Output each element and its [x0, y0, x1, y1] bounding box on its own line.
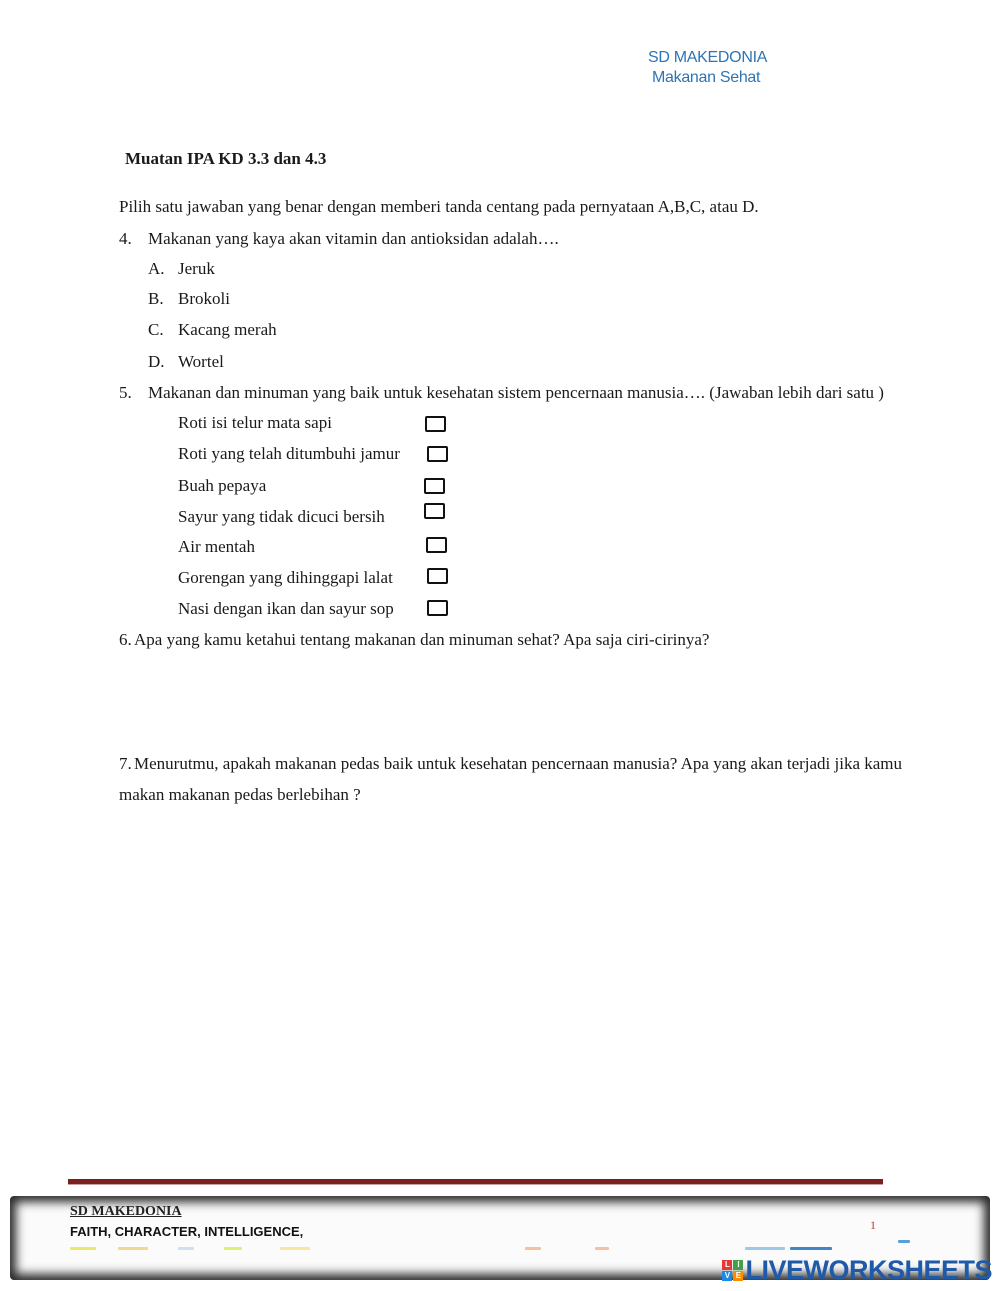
q5-item-label: Gorengan yang dihinggapi lalat — [178, 568, 393, 587]
q6-number: 6. — [119, 630, 132, 649]
q4-number: 4. — [119, 229, 132, 248]
footer-decoration — [790, 1247, 832, 1250]
q5-checkbox[interactable] — [424, 478, 445, 494]
q5-item-label: Air mentah — [178, 537, 255, 556]
footer-decoration — [118, 1247, 148, 1250]
q5-item-label: Nasi dengan ikan dan sayur sop — [178, 599, 394, 618]
q7-number: 7. — [119, 754, 132, 773]
q4-option-text[interactable]: Wortel — [178, 352, 224, 371]
page-title: Muatan IPA KD 3.3 dan 4.3 — [125, 149, 327, 168]
footer-decoration — [745, 1247, 785, 1250]
q4-option-letter: A. — [148, 259, 165, 278]
q4-option-text[interactable]: Kacang merah — [178, 320, 277, 339]
footer-decoration — [898, 1240, 910, 1243]
q5-checkbox[interactable] — [426, 537, 447, 553]
footer-motto: FAITH, CHARACTER, INTELLIGENCE, — [70, 1224, 304, 1239]
header-school: SD MAKEDONIA — [648, 49, 768, 66]
q4-option-text[interactable]: Brokoli — [178, 289, 230, 308]
logo-letter: I — [733, 1260, 743, 1270]
q5-item-label: Roti isi telur mata sapi — [178, 413, 332, 432]
q7-text: Menurutmu, apakah makanan pedas baik untuk kesehatan pencernaan manusia? Apa yang akan terjadi jika kamu — [134, 754, 903, 773]
q5-checkbox[interactable] — [425, 416, 446, 432]
footer-divider — [68, 1179, 883, 1185]
q5-item-label: Roti yang telah ditumbuhi jamur — [178, 444, 400, 463]
liveworksheets-squares-icon — [722, 1260, 743, 1281]
logo-letter: V — [722, 1271, 732, 1281]
footer-school: SD MAKEDONIA — [70, 1204, 182, 1219]
q5-item-label: Buah pepaya — [178, 476, 267, 495]
logo-letter: L — [722, 1260, 732, 1270]
q5-checkbox[interactable] — [427, 446, 448, 462]
header-subject: Makanan Sehat — [652, 69, 761, 86]
instruction-text: Pilih satu jawaban yang benar dengan memberi tanda centang pada pernyataan A,B,C, atau D. — [119, 197, 759, 216]
footer-decoration — [224, 1247, 242, 1250]
q4-option-letter: B. — [148, 289, 164, 308]
q5-item-label: Sayur yang tidak dicuci bersih — [178, 507, 385, 526]
footer-decoration — [525, 1247, 541, 1250]
q7-text-continued: makan makanan pedas berlebihan ? — [119, 785, 361, 804]
q5-checkbox[interactable] — [424, 503, 445, 519]
page-number: 1 — [870, 1218, 876, 1232]
q4-option-text[interactable]: Jeruk — [178, 259, 215, 278]
footer-decoration — [595, 1247, 609, 1250]
liveworksheets-logo — [722, 1256, 992, 1284]
q4-option-letter: D. — [148, 352, 165, 371]
footer-decoration — [280, 1247, 310, 1250]
logo-letter: E — [733, 1271, 743, 1281]
q5-checkbox[interactable] — [427, 568, 448, 584]
liveworksheets-brand: LIVEWORKSHEETS — [745, 1255, 992, 1285]
q5-number: 5. — [119, 383, 132, 402]
q5-text: Makanan dan minuman yang baik untuk kesehatan sistem pencernaan manusia…. (Jawaban lebih dari satu ) — [148, 383, 884, 402]
footer-decoration — [178, 1247, 194, 1250]
q6-text: Apa yang kamu ketahui tentang makanan dan minuman sehat? Apa saja ciri-cirinya? — [134, 630, 710, 649]
q4-option-letter: C. — [148, 320, 164, 339]
q5-checkbox[interactable] — [427, 600, 448, 616]
footer-decoration — [70, 1247, 96, 1250]
q4-text: Makanan yang kaya akan vitamin dan antioksidan adalah…. — [148, 229, 559, 248]
